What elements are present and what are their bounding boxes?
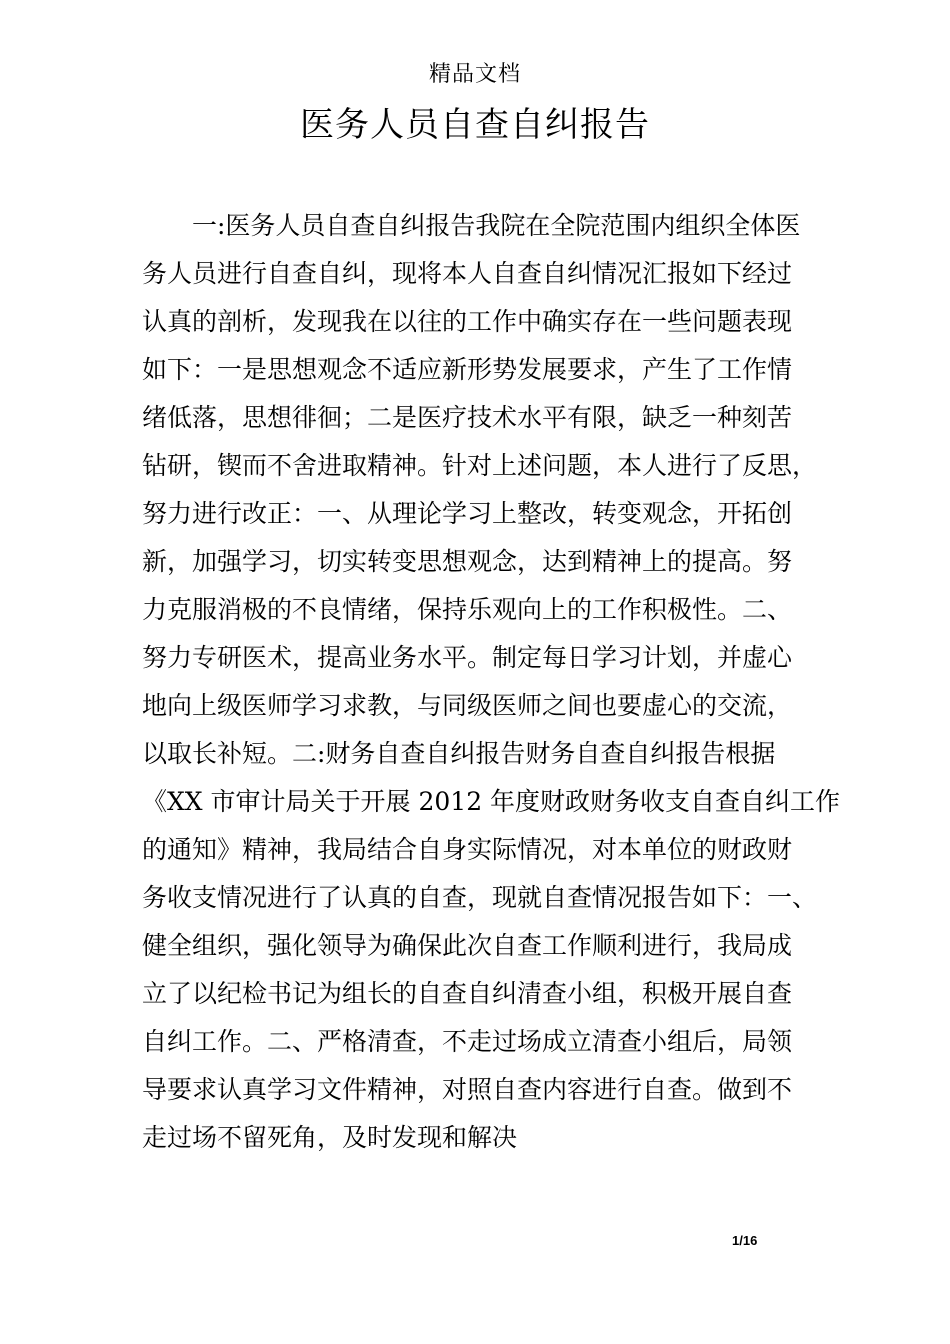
body-line: 一:医务人员自查自纠报告我院在全院范围内组织全体医 (142, 211, 801, 240)
body-line: 努力进行改正：一、从理论学习上整改，转变观念，开拓创 (142, 499, 793, 528)
body-text (142, 202, 842, 1162)
body-line: 如下：一是思想观念不适应新形势发展要求，产生了工作情 (142, 355, 793, 384)
body-line: 自纠工作。二、严格清查，不走过场成立清查小组后，局领 (142, 1027, 793, 1056)
body-line: 新，加强学习，切实转变思想观念，达到精神上的提高。努 (142, 547, 793, 576)
body-line: 务收支情况进行了认真的自查，现就自查情况报告如下：一、 (142, 883, 818, 912)
body-line: 健全组织，强化领导为确保此次自查工作顺利进行，我局成 (142, 931, 793, 960)
body-line: 以取长补短。二:财务自查自纠报告财务自查自纠报告根据 (142, 739, 776, 768)
body-line: 立了以纪检书记为组长的自查自纠清查小组，积极开展自查 (142, 979, 793, 1008)
page-number: 1/16 (732, 1233, 758, 1248)
body-line: 走过场不留死角，及时发现和解决 (142, 1123, 518, 1152)
body-line: 《XX 市审计局关于开展 2012 年度财政财务收支自查自纠工作 (142, 787, 841, 816)
body-line: 力克服消极的不良情绪，保持乐观向上的工作积极性。二、 (142, 595, 793, 624)
body-line: 钻研，锲而不舍进取精神。针对上述问题，本人进行了反思， (142, 451, 818, 480)
document-title: 医务人员自查自纠报告 (300, 105, 650, 145)
body-line: 认真的剖析，发现我在以往的工作中确实存在一些问题表现 (142, 307, 793, 336)
body-line: 绪低落，思想徘徊；二是医疗技术水平有限，缺乏一种刻苦 (142, 403, 793, 432)
body-line: 地向上级医师学习求教，与同级医师之间也要虚心的交流， (142, 691, 793, 720)
body-line: 务人员进行自查自纠，现将本人自查自纠情况汇报如下经过 (142, 259, 793, 288)
header-label: 精品文档 (428, 62, 521, 87)
body-line: 的通知》精神，我局结合自身实际情况，对本单位的财政财 (142, 835, 793, 864)
body-line: 导要求认真学习文件精神，对照自查内容进行自查。做到不 (142, 1075, 793, 1104)
body-line: 努力专研医术，提高业务水平。制定每日学习计划，并虚心 (142, 643, 793, 672)
